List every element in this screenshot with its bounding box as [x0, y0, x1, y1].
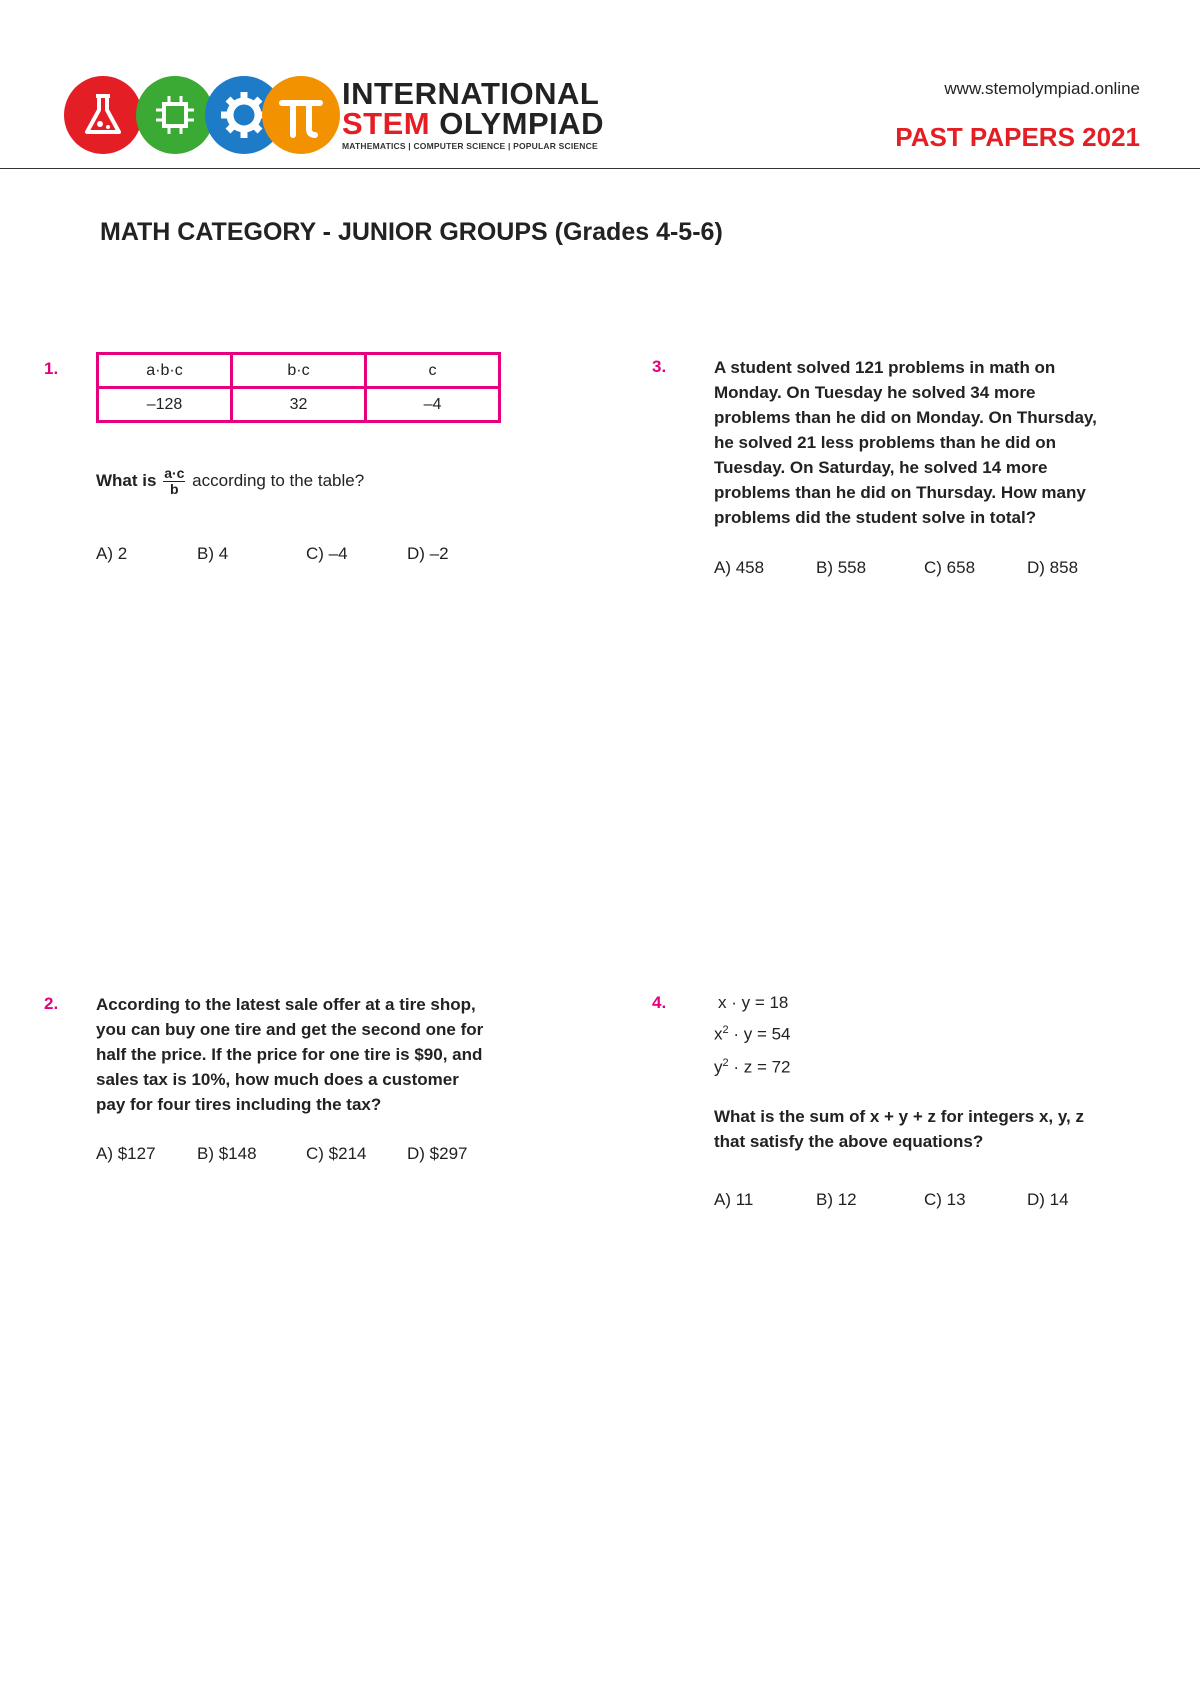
q4-equation-2	[714, 1024, 791, 1045]
brand-olympiad: OLYMPIAD	[439, 106, 605, 141]
q3-answer-b[interactable]: B) 558	[816, 558, 867, 577]
q4-line: What is the sum of x + y + z for integers x, y, z	[714, 1107, 1084, 1126]
q1-table-value-cell: –128	[98, 388, 232, 422]
q2-line: sales tax is 10%, how much does a customer	[96, 1070, 459, 1089]
q1-table-value-cell: 32	[232, 388, 366, 422]
q4-eq2-rest: · y = 54	[728, 1024, 791, 1044]
q2-line: half the price. If the price for one tire is $90, and	[96, 1045, 483, 1064]
brand-stem: STEM	[342, 106, 431, 141]
q4-answer-d[interactable]: D) 14	[1027, 1190, 1069, 1209]
logo-pi-icon	[262, 76, 340, 154]
q4-equation-1: x · y = 18	[718, 993, 789, 1012]
q3-text	[714, 355, 1154, 530]
q2-answer-b[interactable]: B) $148	[197, 1144, 257, 1163]
q4-eq3-exponent: 2	[722, 1057, 729, 1069]
q2-line: you can buy one tire and get the second one for	[96, 1020, 484, 1039]
q3-answer-a[interactable]: A) 458	[714, 558, 765, 577]
q4-equation-3	[714, 1057, 791, 1078]
q3-line: Tuesday. On Saturday, he solved 14 more	[714, 458, 1048, 477]
q1-table-value-cell: –4	[366, 388, 500, 422]
q1-answer-a[interactable]: A) 2	[96, 544, 128, 563]
q4-eq2-exponent: 2	[722, 1024, 729, 1036]
q1-answer-b[interactable]: B) 4	[197, 544, 229, 563]
site-url[interactable]: www.stemolympiad.online	[944, 79, 1140, 98]
q4-number: 4.	[652, 993, 667, 1012]
q1-fraction-numerator: a·c	[164, 465, 185, 481]
q4-eq2-base: x	[714, 1024, 723, 1044]
page-title: MATH CATEGORY - JUNIOR GROUPS (Grades 4-5-6)	[100, 218, 723, 246]
q1-answer-d[interactable]: D) –2	[407, 544, 449, 563]
q3-answer-c[interactable]: C) 658	[924, 558, 976, 577]
q3-answer-d[interactable]: D) 858	[1027, 558, 1079, 577]
q2-answer-d[interactable]: D) $297	[407, 1144, 468, 1163]
q1-table	[96, 352, 501, 423]
q4-eq3-rest: · z = 72	[728, 1057, 791, 1077]
brand-line2	[342, 106, 604, 142]
q2-number: 2.	[44, 994, 59, 1013]
q1-prompt	[96, 466, 364, 497]
q2-line: According to the latest sale offer at a tire shop,	[96, 995, 476, 1014]
q3-line: problems did the student solve in total?	[714, 508, 1037, 527]
q1-table-header-cell: a·b·c	[98, 354, 232, 388]
q1-table-header-row	[98, 354, 500, 388]
q1-fraction	[163, 466, 185, 497]
header-divider	[0, 168, 1200, 169]
q3-line: problems than he did on Monday. On Thursday,	[714, 408, 1097, 427]
logo-circuit-icon	[136, 76, 214, 154]
q4-text	[714, 1104, 1174, 1154]
q4-answer-b[interactable]: B) 12	[816, 1190, 857, 1209]
q1-number: 1.	[44, 359, 59, 378]
brand-line1: INTERNATIONAL	[342, 76, 600, 111]
q4-answer-a[interactable]: A) 11	[714, 1190, 754, 1209]
q3-line: problems than he did on Thursday. How many	[714, 483, 1086, 502]
q2-answer-c[interactable]: C) $214	[306, 1144, 367, 1163]
logo-chemistry-icon	[64, 76, 142, 154]
q1-prompt-before: What is	[96, 470, 157, 490]
q2-text	[96, 992, 556, 1117]
q1-table-value-row	[98, 388, 500, 422]
q1-prompt-after: according to the table?	[192, 470, 365, 490]
q2-answer-a[interactable]: A) $127	[96, 1144, 156, 1163]
q1-fraction-denominator: b	[170, 481, 179, 497]
q4-eq3-base: y	[714, 1057, 723, 1077]
q3-line: he solved 21 less problems than he did on	[714, 433, 1056, 452]
q3-line: A student solved 121 problems in math on	[714, 358, 1056, 377]
q3-line: Monday. On Tuesday he solved 34 more	[714, 383, 1036, 402]
q1-table-header-cell: c	[366, 354, 500, 388]
q1-answer-c[interactable]: C) –4	[306, 544, 348, 563]
q4-answer-c[interactable]: C) 13	[924, 1190, 966, 1209]
q2-line: pay for four tires including the tax?	[96, 1095, 382, 1114]
q1-table-header-cell: b·c	[232, 354, 366, 388]
q3-number: 3.	[652, 357, 667, 376]
q4-line: that satisfy the above equations?	[714, 1132, 984, 1151]
past-papers-heading: PAST PAPERS 2021	[895, 122, 1140, 152]
brand-subtitle: MATHEMATICS | COMPUTER SCIENCE | POPULAR SCIENCE	[342, 141, 598, 151]
